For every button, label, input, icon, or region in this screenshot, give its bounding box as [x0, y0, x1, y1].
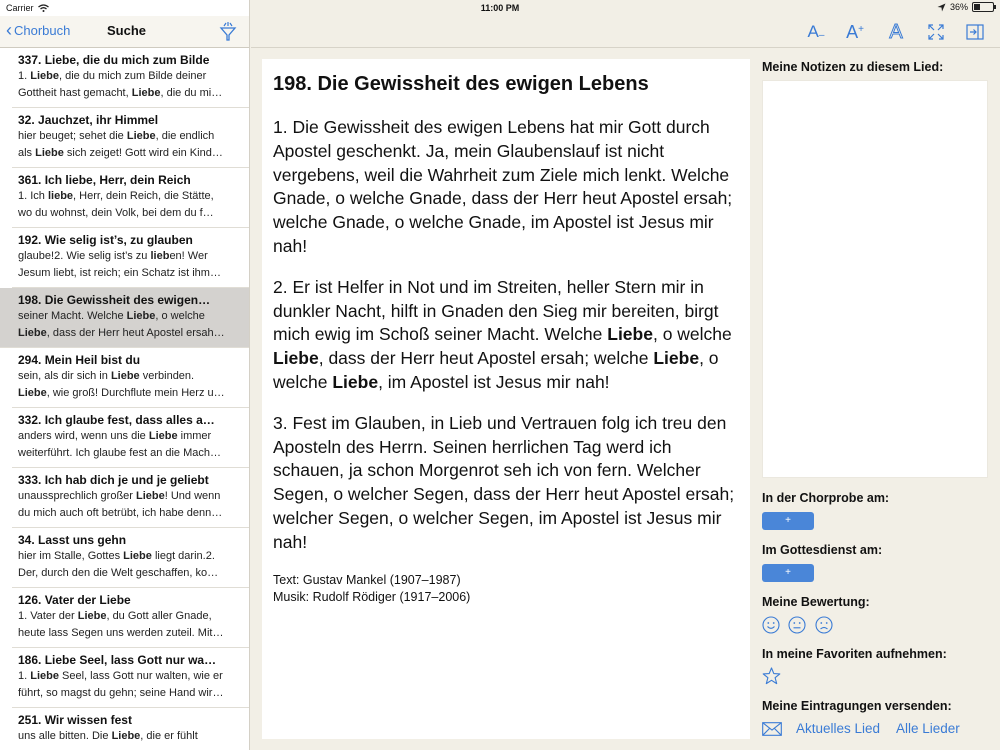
song-list-item-title: 361. Ich liebe, Herr, dein Reich [18, 173, 191, 187]
snippet-text: sein, als dir sich in [18, 370, 111, 382]
snippet-text: anders wird, wenn uns die [18, 430, 149, 442]
match-highlight: Liebe [35, 147, 64, 159]
song-list-item-title: 332. Ich glaube fest, dass alles a… [18, 413, 215, 427]
search-highlight: Liebe [653, 348, 700, 369]
snippet-text: , Herr, dein Reich, die Stätte, [73, 190, 214, 202]
back-button[interactable] [6, 22, 70, 38]
match-highlight: Liebe [126, 310, 156, 322]
panel-toggle-icon [966, 24, 984, 40]
font-style-button[interactable] [883, 21, 909, 43]
song-list-item[interactable] [12, 48, 250, 108]
snippet-text: , die endlich [155, 130, 215, 142]
carrier-label: Carrier [6, 3, 34, 13]
song-list-item-snippet [18, 249, 238, 264]
match-highlight: Liebe [123, 550, 152, 562]
search-highlight: Liebe [273, 348, 319, 369]
song-list-item-snippet [18, 686, 238, 701]
toolbar [251, 16, 1000, 48]
snippet-text: du mich auch oft betrübt, ich habe denn… [18, 507, 223, 519]
snippet-text: glaube!2. Wie selig ist’s zu [18, 250, 151, 262]
song-list-item-title: 186. Liebe Seel, lass Gott nur wa… [18, 653, 217, 667]
snippet-text: hier im Stalle, Gottes [18, 550, 124, 562]
snippet-text: 1. [18, 670, 31, 682]
sad-face-icon[interactable] [815, 616, 833, 634]
snippet-text: , die er fühlt [140, 730, 198, 742]
filter-icon[interactable] [218, 20, 238, 42]
send-all-songs-link[interactable]: Alle Lieder [896, 721, 960, 736]
match-highlight: Liebe [131, 87, 161, 99]
snippet-text: , dass der Herr heut Apostel ersah… [46, 327, 225, 339]
star-icon[interactable] [762, 667, 781, 685]
song-list-item[interactable] [12, 648, 250, 708]
verse-1: 1. Die Gewissheit des ewigen Lebens hat mir Gott durch Apostel geschenkt. Ja, mein Glaubenslauf ist nicht vergebens, weil die Wahrheit zum Ziele mich lenkt. Welche Gnade, o welche Gnade, dass der Herr heut Apostel ersah; welche Gnade, o welche Gnade, im Apostel ist Jesus mir nah! [273, 117, 733, 256]
notes-label: Meine Notizen zu diesem Lied: [762, 60, 944, 74]
verse-text: , o welche [273, 348, 719, 392]
verse-3: 3. Fest im Glauben, in Lieb und Vertrauen folg ich treu den Aposteln des Herrn. Seinen herrlichen Tag werd ich schauen, ja schon Morgenrot seh ich von fern. Welcher Segen, o welcher Segen, dass der Herr heut Apostel ersah; welcher Segen, o welcher Segen, im Apostel ist Jesus mir nah! [273, 412, 735, 552]
status-bar [0, 0, 1000, 16]
search-highlight: Liebe [332, 371, 379, 392]
font-outline-icon: A [889, 20, 903, 43]
snippet-text: Der, durch den die Welt geschaffen, ko… [18, 567, 219, 579]
snippet-text: , o welche [155, 310, 205, 322]
song-list-item-snippet [18, 309, 238, 324]
gottesdienst-label: Im Gottesdienst am: [762, 543, 883, 557]
chevron-left-icon: ‹ [6, 20, 12, 40]
song-title: 198. Die Gewissheit des ewigen Lebens [273, 73, 649, 95]
snippet-text: Gottheit hast gemacht, [18, 87, 132, 99]
snippet-text: verbinden. [139, 370, 195, 382]
song-list-item-title: 333. Ich hab dich je und je geliebt [18, 473, 209, 487]
song-list-item-title: 294. Mein Heil bist du [18, 353, 141, 367]
song-list-item-snippet [18, 86, 238, 101]
sidebar-toggle-button[interactable] [962, 21, 988, 43]
song-list-item[interactable] [0, 288, 250, 348]
match-highlight: Liebe [126, 130, 156, 142]
song-list-item-snippet [18, 549, 238, 564]
match-highlight: Liebe [18, 387, 47, 399]
snippet-text: immer [177, 430, 212, 442]
song-list-item-snippet [18, 266, 238, 281]
song-list-item-title: 34. Lasst uns gehn [18, 533, 127, 547]
song-list-item-snippet [18, 69, 238, 84]
song-list-item-snippet [18, 489, 238, 504]
snippet-text: Seel, lass Gott nur walten, wie er [58, 670, 223, 682]
song-list-item[interactable] [12, 108, 250, 168]
snippet-text: 1. [18, 70, 31, 82]
match-highlight: liebe [47, 190, 74, 202]
rating-label: Meine Bewertung: [762, 595, 870, 609]
song-list-item-snippet [18, 206, 238, 221]
song-list-item-title: 126. Vater der Liebe [18, 593, 131, 607]
snippet-text: liegt darin.2. [151, 550, 215, 562]
gottesdienst-add-button[interactable]: + [762, 564, 814, 582]
song-list-item-snippet [18, 369, 238, 384]
match-highlight: lieb [150, 250, 170, 262]
verse-text: , o welche [652, 324, 732, 345]
search-highlight: Liebe [607, 324, 653, 345]
sidebar-title: Suche [107, 23, 147, 38]
mail-icon[interactable] [762, 722, 782, 736]
snippet-text: Jesum liebt, ist reich; ein Schatz ist ihm… [18, 267, 221, 279]
song-list-item[interactable] [12, 708, 250, 750]
chorprobe-label: In der Chorprobe am: [762, 491, 890, 505]
song-list-item[interactable] [12, 468, 250, 528]
song-list [0, 48, 250, 750]
battery-percent: 36% [949, 2, 968, 12]
song-list-item-title: 32. Jauchzet, ihr Himmel [18, 113, 159, 127]
font-smaller-icon: A [807, 22, 819, 41]
status-time: 11:00 PM [480, 3, 520, 13]
sidebar [0, 0, 250, 750]
song-list-item[interactable] [12, 348, 250, 408]
song-content [262, 59, 750, 739]
notes-field[interactable] [762, 80, 988, 478]
song-list-item-snippet [18, 326, 238, 341]
song-list-item-title: 198. Die Gewissheit des ewigen… [18, 293, 211, 307]
snippet-text: , die du mich zum Bilde deiner [58, 70, 207, 82]
music-credit: Musik: Rudolf Rödiger (1917–2006) [273, 589, 471, 604]
snippet-text: , die du mi… [160, 87, 223, 99]
chorprobe-add-button[interactable]: + [762, 512, 814, 530]
song-list-item-snippet [18, 189, 238, 204]
sidebar-nav-bar [0, 16, 250, 48]
song-list-item-title: 192. Wie selig ist’s, zu glauben [18, 233, 193, 247]
battery-icon [972, 2, 994, 12]
back-label: Chorbuch [14, 22, 71, 38]
happy-face-icon[interactable] [762, 616, 780, 634]
song-list-item-snippet [18, 429, 238, 444]
credits [273, 572, 739, 606]
send-label: Meine Eintragungen versenden: [762, 699, 952, 713]
snippet-text: weiterführt. Ich glaube fest an die Mach… [18, 447, 221, 459]
verse-text: , im Apostel ist Jesus mir nah! [378, 371, 610, 392]
match-highlight: Liebe [30, 70, 59, 82]
expand-icon [928, 24, 944, 40]
snippet-text: führt, so magst du gehn; seine Hand wir… [18, 687, 224, 699]
song-list-item-title: 337. Liebe, die du mich zum Bilde [18, 53, 210, 67]
snippet-text: unaussprechlich großer [18, 490, 137, 502]
fullscreen-button[interactable] [923, 21, 949, 43]
song-list-item[interactable] [12, 528, 250, 588]
text-credit: Text: Gustav Mankel (1907–1987) [273, 572, 461, 587]
song-list-item-snippet [18, 626, 238, 641]
match-highlight: Liebe [77, 610, 107, 622]
match-highlight: Liebe [110, 370, 140, 382]
song-list-item[interactable] [12, 168, 250, 228]
snippet-text: ! Und wenn [164, 490, 221, 502]
font-smaller-button[interactable]: A – [807, 22, 825, 41]
snippet-text: 1. Ich [18, 190, 48, 202]
snippet-text: en! Wer [169, 250, 208, 262]
song-list-item-snippet [18, 609, 238, 624]
snippet-text: hier beuget; sehet die [18, 130, 127, 142]
song-list-item-title: 251. Wir wissen fest [18, 713, 132, 727]
send-current-song-link[interactable]: Aktuelles Lied [796, 721, 881, 736]
match-highlight: Liebe [111, 730, 141, 742]
verse-2 [273, 276, 739, 395]
song-list-item-snippet [18, 446, 238, 461]
song-list-item-snippet [18, 506, 238, 521]
snippet-text: 1. Vater der [18, 610, 78, 622]
snippet-text: uns alle bitten. Die [18, 730, 112, 742]
location-icon [937, 3, 946, 12]
song-list-item-snippet [18, 146, 238, 161]
snippet-text: als [18, 147, 36, 159]
song-list-item[interactable] [12, 408, 250, 468]
song-list-item-snippet [18, 669, 238, 684]
rating-group [762, 616, 837, 639]
song-list-item[interactable] [12, 228, 250, 288]
neutral-face-icon[interactable] [788, 616, 806, 634]
song-list-item[interactable] [12, 588, 250, 648]
snippet-text: seiner Macht. Welche [18, 310, 127, 322]
match-highlight: Liebe [30, 670, 59, 682]
snippet-text: heute lass Segen uns werden zuteil. Mit… [18, 627, 224, 639]
match-highlight: Liebe [136, 490, 165, 502]
snippet-text: sich zeiget! Gott wird ein Kind… [63, 147, 223, 159]
match-highlight: Liebe [148, 430, 178, 442]
song-list-item-snippet [18, 129, 238, 144]
verse-text: , dass der Herr heut Apostel ersah; welche [318, 348, 654, 369]
favorites-label: In meine Favoriten aufnehmen: [762, 647, 947, 661]
song-list-item-snippet [18, 566, 238, 581]
snippet-text: , wie groß! Durchflute mein Herz u… [46, 387, 225, 399]
battery-fill [974, 4, 980, 10]
snippet-text: , du Gott aller Gnade, [106, 610, 212, 622]
verse-text: 2. Er ist Helfer in Not und im Streiten, heller Stern mir in dunkler Nacht, hilft in Gnaden den Sieg mir bereiten, birgt mich ewig im Schoß seiner Macht. Welche [273, 276, 719, 345]
match-highlight: Liebe [18, 327, 47, 339]
song-list-item-snippet [18, 386, 238, 401]
snippet-text: wo du wohnst, dein Volk, bei dem du f… [18, 207, 214, 219]
font-larger-icon: A [846, 21, 859, 42]
font-larger-button[interactable]: A + [846, 21, 864, 42]
song-list-item-snippet [18, 729, 238, 744]
